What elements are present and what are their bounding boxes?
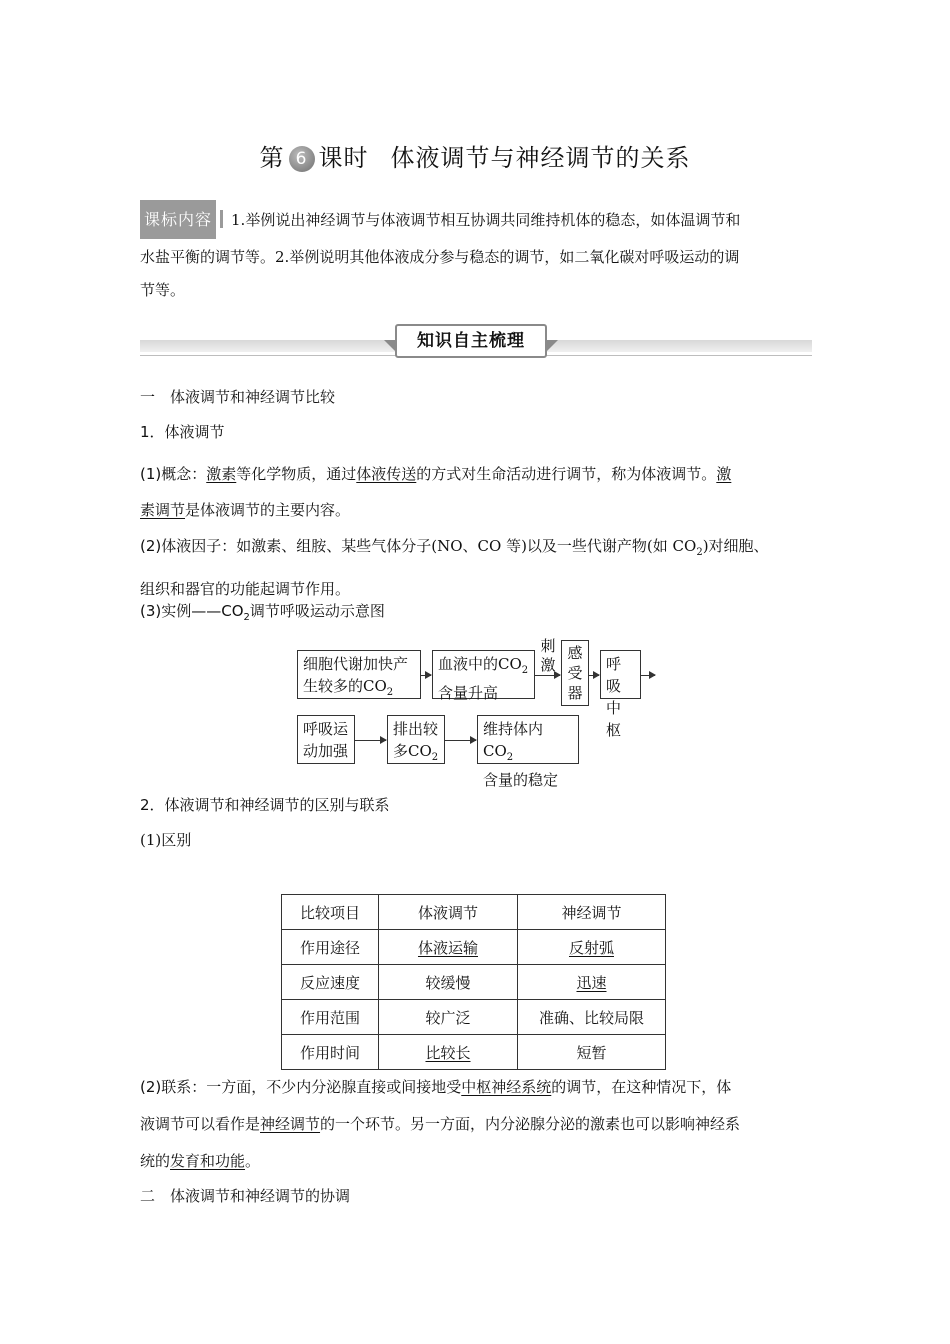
factors-paragraph bbox=[140, 528, 812, 607]
table-cell: 较广泛 bbox=[379, 1000, 518, 1035]
flow-box-metabolism bbox=[297, 650, 421, 699]
title-topic: 体液调节与神经调节的关系 bbox=[390, 144, 691, 172]
standards-line1: 1.举例说出神经调节与体液调节相互协调共同维持机体的稳态，如体温调节和 bbox=[231, 211, 741, 229]
flow-b6-text: 多CO bbox=[393, 742, 432, 760]
flow-arrow-3 bbox=[589, 675, 599, 676]
page-title bbox=[0, 138, 950, 173]
answer-development: 发育和功能 bbox=[170, 1152, 246, 1170]
flow-arrow-4 bbox=[641, 675, 655, 676]
section-banner bbox=[140, 318, 812, 362]
standards-badge: 课标内容 bbox=[140, 200, 216, 239]
banner-wing-right bbox=[546, 340, 558, 352]
flow-b1-line1: 细胞代谢加快产 bbox=[303, 655, 409, 673]
flow-stim-2: 激 bbox=[540, 656, 556, 674]
flow-box-stable bbox=[477, 715, 579, 789]
flow-b4-1: 呼吸 bbox=[606, 655, 622, 695]
flow-arrow-5 bbox=[355, 740, 386, 741]
concept-paragraph bbox=[140, 456, 812, 528]
flow-b2-line2: 含量升高 bbox=[438, 684, 499, 702]
concept-label: (1)概念： bbox=[140, 465, 207, 483]
flow-b7-sub: 2 bbox=[506, 752, 514, 763]
badge-bar bbox=[220, 210, 223, 228]
flow-b3-3: 器 bbox=[567, 684, 583, 702]
answer-hormone-reg-b: 素调节 bbox=[140, 501, 186, 519]
factors-text1: 如激素、组胺、某些气体分子(NO、CO 等)以及一些代谢产物(如 CO bbox=[236, 537, 697, 555]
flow-b7-1 bbox=[483, 718, 573, 769]
relation-text4: 的一个环节。另一方面，内分泌腺分泌的激素也可以影响神经系 bbox=[320, 1115, 741, 1133]
comparison-table bbox=[281, 894, 666, 1070]
relation-paragraph bbox=[140, 1069, 812, 1180]
answer-cell: 比较长 bbox=[425, 1043, 471, 1062]
concept-text2: 的方式对生命活动进行调节，称为体液调节。 bbox=[416, 465, 717, 483]
relation-text5: 统的 bbox=[140, 1152, 171, 1170]
table-row bbox=[282, 965, 666, 1000]
curriculum-standards bbox=[140, 200, 812, 309]
factors-text3: 组织和器官的功能起调节作用。 bbox=[140, 580, 351, 598]
table-header-row bbox=[282, 895, 666, 930]
diff-label: (1)区别 bbox=[140, 831, 192, 849]
concept-text3: 是体液调节的主要内容。 bbox=[185, 501, 351, 519]
answer-cell: 迅速 bbox=[576, 973, 607, 992]
subheading-difference: 2．体液调节和神经调节的区别与联系 bbox=[140, 796, 390, 814]
table-cell: 短暂 bbox=[518, 1035, 666, 1070]
flow-b2-text: 血液中的CO bbox=[438, 655, 522, 673]
relation-text1: 一方面，不少内分泌腺直接或间接地受 bbox=[206, 1078, 462, 1096]
table-cell bbox=[518, 965, 666, 1000]
example-label-text: (3)实例——CO bbox=[140, 602, 244, 620]
flow-b7-2: 含量的稳定 bbox=[483, 771, 559, 789]
table-row bbox=[282, 1035, 666, 1070]
standards-line2: 水盐平衡的调节等。2.举例说明其他体液成分参与稳态的调节，如二氧化碳对呼吸运动的调 bbox=[140, 248, 740, 266]
table-cell: 作用时间 bbox=[282, 1035, 379, 1070]
table-cell bbox=[379, 1035, 518, 1070]
flow-b2-sub: 2 bbox=[521, 665, 529, 676]
flow-box-receptor bbox=[561, 640, 589, 706]
flow-b3-2: 受 bbox=[567, 664, 583, 682]
flow-arrow-2 bbox=[535, 675, 560, 676]
flow-b1-line2 bbox=[303, 675, 415, 704]
flow-b6-1: 排出较 bbox=[393, 720, 439, 738]
answer-neural: 神经调节 bbox=[260, 1115, 321, 1133]
flow-b3-1: 感 bbox=[567, 644, 583, 662]
section1-heading: 一 体液调节和神经调节比较 bbox=[140, 388, 336, 406]
flow-b2-line1 bbox=[438, 653, 529, 682]
table-cell: 作用途径 bbox=[282, 930, 379, 965]
table-header-cell: 比较项目 bbox=[282, 895, 379, 930]
banner-label: 知识自主梳理 bbox=[395, 324, 547, 358]
title-lesson: 课时 bbox=[318, 144, 369, 172]
factors-label: (2)体液因子： bbox=[140, 537, 237, 555]
table-row bbox=[282, 1000, 666, 1035]
table-cell: 作用范围 bbox=[282, 1000, 379, 1035]
table-header-cell: 体液调节 bbox=[379, 895, 518, 930]
relation-text3: 液调节可以看作是 bbox=[140, 1115, 261, 1133]
flow-box-exhale bbox=[387, 715, 445, 764]
lesson-number-badge: 6 bbox=[289, 146, 315, 172]
table-cell: 反应速度 bbox=[282, 965, 379, 1000]
section2-heading: 二 体液调节和神经调节的协调 bbox=[140, 1187, 351, 1205]
flow-b6-sub: 2 bbox=[431, 752, 439, 763]
table-cell bbox=[379, 930, 518, 965]
example-label-sub: 2 bbox=[243, 612, 250, 623]
flow-stimulus-label bbox=[540, 637, 556, 675]
flow-arrow-1 bbox=[421, 675, 431, 676]
flow-arrow-6 bbox=[445, 740, 476, 741]
flow-b7-text: 维持体内CO bbox=[483, 720, 544, 760]
flow-b5-2: 动加强 bbox=[303, 742, 349, 760]
flow-b5-1: 呼吸运 bbox=[303, 720, 349, 738]
flow-box-breathing bbox=[297, 715, 355, 764]
table-row bbox=[282, 930, 666, 965]
factors-text2: )对细胞、 bbox=[702, 537, 769, 555]
answer-body-fluid: 体液传送 bbox=[356, 465, 417, 483]
answer-cell: 反射弧 bbox=[568, 938, 614, 957]
flow-b4-2: 中枢 bbox=[606, 699, 622, 739]
concept-text1: 等化学物质，通过 bbox=[236, 465, 357, 483]
answer-hormone: 激素 bbox=[206, 465, 237, 483]
table-cell: 准确、比较局限 bbox=[518, 1000, 666, 1035]
relation-text2: 的调节，在这种情况下，体 bbox=[551, 1078, 732, 1096]
subheading-humoral: 1．体液调节 bbox=[140, 423, 225, 441]
table-cell: 较缓慢 bbox=[379, 965, 518, 1000]
flow-b6-2 bbox=[393, 740, 439, 769]
table-header-cell: 神经调节 bbox=[518, 895, 666, 930]
answer-hormone-reg-a: 激 bbox=[716, 465, 732, 483]
answer-cell: 体液运输 bbox=[417, 938, 478, 957]
flow-box-center bbox=[600, 650, 641, 739]
flow-b1-sub: 2 bbox=[386, 687, 394, 698]
relation-label: (2)联系： bbox=[140, 1078, 207, 1096]
example-label-rest: 调节呼吸运动示意图 bbox=[249, 602, 385, 620]
standards-line3: 节等。 bbox=[140, 281, 186, 299]
factors-sub: 2 bbox=[696, 547, 703, 558]
example-label bbox=[140, 600, 812, 623]
flow-b1-text: 生较多的CO bbox=[303, 677, 387, 695]
relation-text6: 。 bbox=[245, 1152, 261, 1170]
flow-box-blood-co2 bbox=[432, 650, 535, 702]
title-prefix: 第 bbox=[259, 144, 285, 172]
table-cell bbox=[518, 930, 666, 965]
answer-cns: 中枢神经系统 bbox=[461, 1078, 552, 1096]
flow-stim-1: 刺 bbox=[540, 637, 556, 655]
